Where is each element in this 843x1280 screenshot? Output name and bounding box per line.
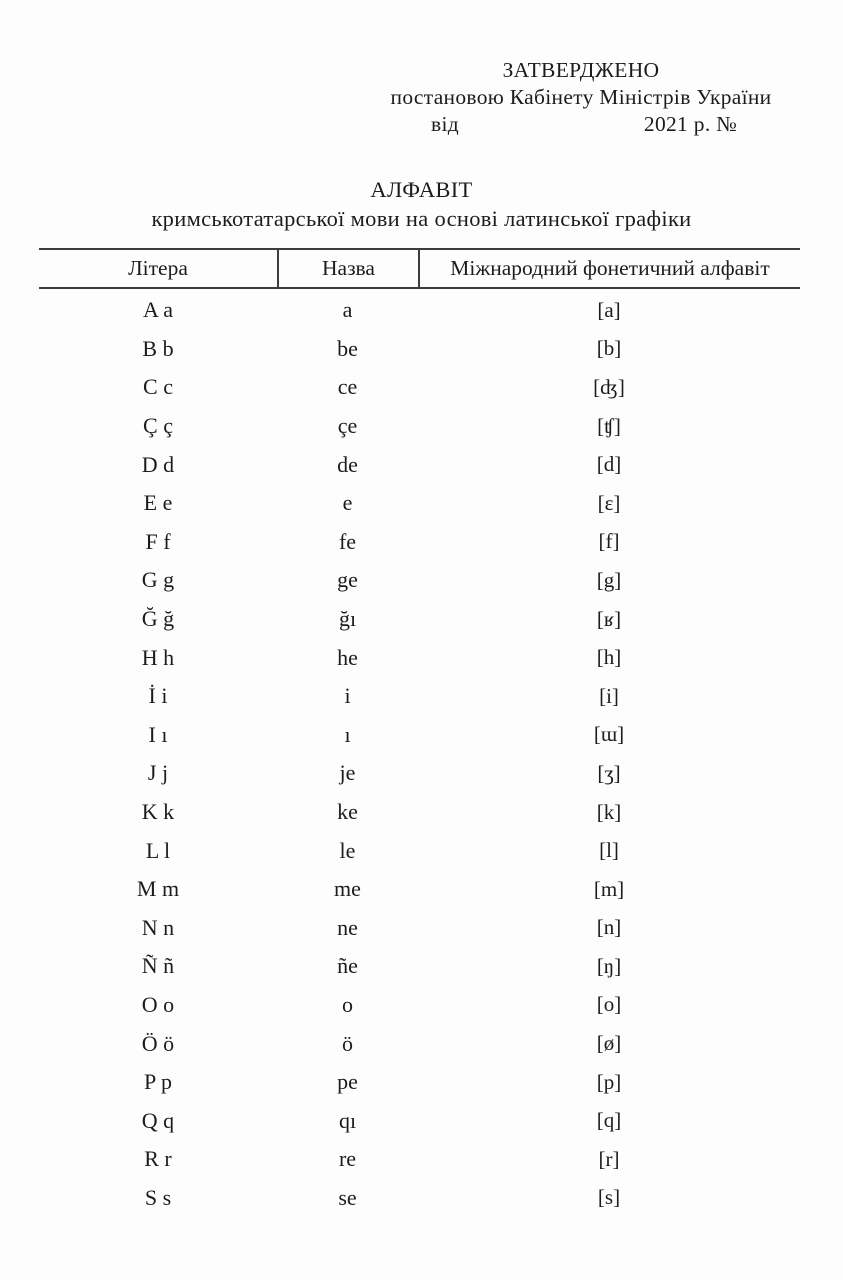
- ipa-cell: [d]: [596, 452, 622, 477]
- ipa-cell: [g]: [596, 567, 622, 592]
- table-row: [39, 947, 800, 986]
- letter-cell: J j: [147, 760, 169, 786]
- letter-cell: F f: [145, 528, 171, 554]
- name-cell: a: [342, 297, 353, 323]
- letter-cell: H h: [141, 644, 175, 670]
- name-cell: je: [339, 760, 356, 786]
- ipa-cell: [f]: [598, 529, 620, 554]
- name-cell: le: [339, 837, 356, 863]
- table-row: [39, 291, 800, 330]
- ipa-cell: [q]: [596, 1108, 622, 1133]
- letter-cell: Q q: [141, 1107, 175, 1133]
- letter-cell: Ñ ñ: [141, 953, 175, 979]
- table-row: [39, 677, 800, 716]
- name-cell: ñe: [337, 953, 358, 979]
- table-row: [39, 445, 800, 484]
- table-row: [39, 407, 800, 446]
- letter-cell: B b: [142, 335, 174, 361]
- table-row: [39, 716, 800, 755]
- letter-cell: L l: [145, 837, 171, 863]
- title-block: [0, 175, 843, 233]
- letter-cell: R r: [144, 1146, 172, 1172]
- letter-cell: D d: [141, 451, 175, 477]
- name-cell: ge: [337, 567, 358, 593]
- ipa-cell: [p]: [596, 1069, 622, 1094]
- name-cell: be: [337, 335, 358, 361]
- table-row: [39, 638, 800, 677]
- ipa-cell: [ɯ]: [593, 722, 625, 747]
- table-row: [39, 1024, 800, 1063]
- column-header-name: Назва: [277, 250, 418, 287]
- table-row: [39, 909, 800, 948]
- approval-date-number: 2021 р. №: [643, 112, 737, 136]
- page-title: АЛФАВІТ: [370, 177, 473, 202]
- ipa-cell: [ʒ]: [597, 760, 621, 785]
- table-row: [39, 986, 800, 1025]
- name-cell: ne: [337, 914, 358, 940]
- letter-cell: E e: [143, 490, 173, 516]
- approval-line-date: [383, 111, 779, 138]
- ipa-cell: [r]: [598, 1146, 620, 1171]
- ipa-cell: [a]: [597, 297, 621, 322]
- ipa-cell: [ø]: [596, 1031, 622, 1056]
- name-cell: re: [338, 1146, 357, 1172]
- approval-date-from: від: [431, 112, 459, 136]
- letter-cell: P p: [144, 1069, 172, 1095]
- letter-cell: Ğ ğ: [141, 606, 175, 632]
- name-cell: o: [342, 991, 353, 1017]
- table-row: [39, 793, 800, 832]
- ipa-cell: [l]: [599, 838, 619, 863]
- ipa-cell: [ŋ]: [596, 953, 622, 978]
- table-row: [39, 561, 800, 600]
- table-row: [39, 330, 800, 369]
- ipa-cell: [o]: [596, 992, 622, 1017]
- name-cell: pe: [337, 1069, 358, 1095]
- letter-cell: G g: [141, 567, 175, 593]
- letter-cell: C c: [143, 374, 173, 400]
- ipa-cell: [k]: [596, 799, 622, 824]
- approval-line-approved: ЗАТВЕРДЖЕНО: [502, 58, 660, 82]
- table-header-row: [39, 248, 800, 289]
- name-cell: se: [338, 1184, 357, 1210]
- ipa-cell: [n]: [596, 915, 622, 940]
- letter-cell: Ö ö: [141, 1030, 175, 1056]
- name-cell: i: [344, 683, 351, 709]
- table-body: [39, 289, 800, 1217]
- ipa-cell: [ɛ]: [597, 490, 621, 515]
- table-row: [39, 870, 800, 909]
- letter-cell: K k: [141, 799, 175, 825]
- page-subtitle: кримськотатарської мови на основі латинської графіки: [151, 206, 692, 231]
- ipa-cell: [b]: [596, 336, 622, 361]
- name-cell: ğı: [338, 606, 357, 632]
- letter-cell: O o: [141, 991, 175, 1017]
- letter-cell: A a: [143, 297, 173, 323]
- table-row: [39, 831, 800, 870]
- ipa-cell: [s]: [597, 1185, 621, 1210]
- table-row: [39, 754, 800, 793]
- column-header-ipa: Міжнародний фонетичний алфавіт: [418, 250, 800, 287]
- table-row: [39, 1101, 800, 1140]
- letter-cell: İ i: [148, 683, 168, 709]
- alphabet-table: [39, 248, 800, 1217]
- name-cell: qı: [338, 1107, 357, 1133]
- ipa-cell: [i]: [599, 683, 619, 708]
- name-cell: e: [342, 490, 353, 516]
- name-cell: me: [334, 876, 361, 902]
- column-header-letter: Літера: [128, 256, 188, 280]
- name-cell: çe: [337, 413, 358, 439]
- table-row: [39, 523, 800, 562]
- approval-block: [383, 57, 779, 138]
- letter-cell: I ı: [148, 721, 168, 747]
- name-cell: de: [337, 451, 358, 477]
- ipa-cell: [h]: [596, 645, 622, 670]
- ipa-cell: [ʁ]: [596, 606, 622, 631]
- ipa-cell: [ʧ]: [597, 413, 621, 438]
- table-row: [39, 600, 800, 639]
- name-cell: ke: [337, 799, 358, 825]
- name-cell: fe: [338, 528, 357, 554]
- letter-cell: Ç ç: [143, 413, 173, 439]
- name-cell: ı: [344, 721, 351, 747]
- name-cell: ö: [342, 1030, 353, 1056]
- table-row: [39, 1063, 800, 1102]
- letter-cell: S s: [144, 1184, 172, 1210]
- name-cell: ce: [337, 374, 358, 400]
- table-row: [39, 484, 800, 523]
- letter-cell: N n: [141, 914, 175, 940]
- ipa-cell: [ʤ]: [593, 374, 625, 399]
- table-row: [39, 1179, 800, 1218]
- table-row: [39, 368, 800, 407]
- approval-line-resolution: постановою Кабінету Міністрів України: [390, 85, 772, 109]
- letter-cell: M m: [136, 876, 180, 902]
- name-cell: he: [337, 644, 358, 670]
- table-row: [39, 1140, 800, 1179]
- ipa-cell: [m]: [593, 876, 625, 901]
